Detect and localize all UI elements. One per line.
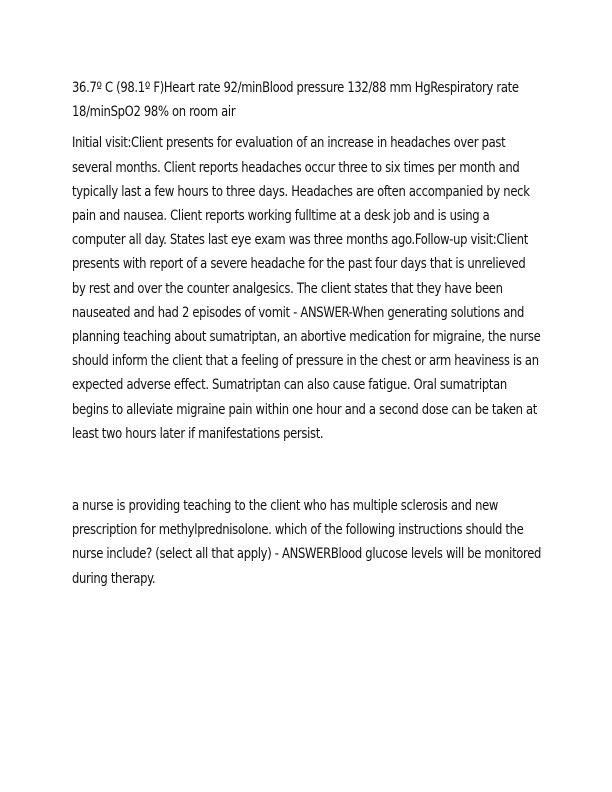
document-page (72, 76, 542, 591)
question-paragraph: a nurse is providing teaching to the client who has multiple sclerosis and new prescription for methylprednisolone. which of the following instructions should the nurse include? (select all that apply) - ANSWERBlood glucose levels will be monitored during therapy. (72, 498, 542, 587)
vitals-paragraph: 36.7º C (98.1º F)Heart rate 92/minBlood pressure 132/88 mm HgRespiratory rate 18/minSpO2 98% on room air (72, 80, 519, 121)
case-paragraph: Initial visit:Client presents for evaluation of an increase in headaches over past several months. Client reports headaches occur three to six times per month and typically last a few hours to three days. Headaches are often accompanied by neck pain and nausea. Client reports working fulltime at a desk job and is using a computer all day. States last eye exam was three months ago.Follow-up visit:Client presents with report of a severe headache for the past four days that is unrelieved by rest and over the counter analgesics. The client states that they have been nauseated and had 2 episodes of vomit - ANSWER-When generating solutions and planning teaching about sumatriptan, an abortive medication for migraine, the nurse should inform the client that a feeling of pressure in the chest or arm heaviness is an expected adverse effect. Sumatriptan can also cause fatigue. Oral sumatriptan begins to alleviate migraine pain within one hour and a second dose can be taken at least two hours later if manifestations persist. (72, 135, 541, 442)
paragraph-spacer (72, 446, 542, 494)
